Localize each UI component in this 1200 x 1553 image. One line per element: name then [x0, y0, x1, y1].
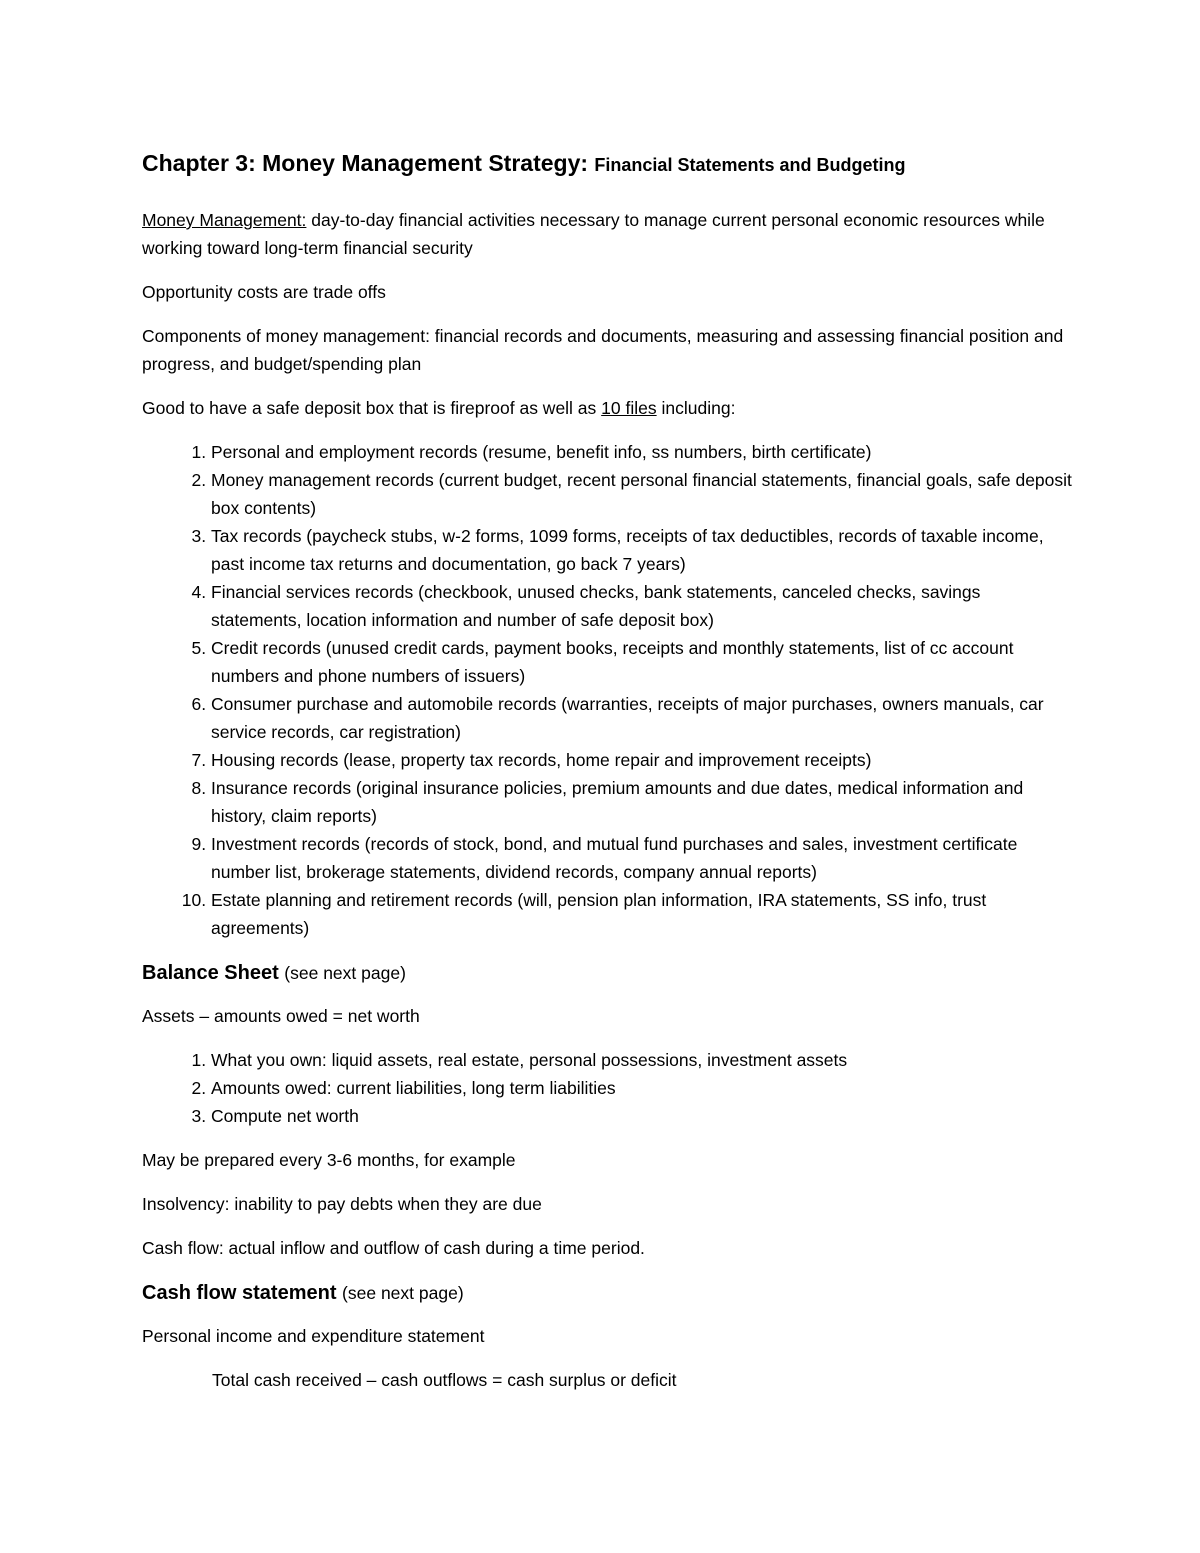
title-main: Chapter 3: Money Management Strategy:	[142, 150, 589, 176]
cash-flow-statement-heading	[142, 1278, 1072, 1308]
balance-sheet-title: Balance Sheet	[142, 962, 279, 984]
cash-flow-statement-note: (see next page)	[342, 1283, 464, 1303]
list-item: 3. Compute net worth	[211, 1102, 1072, 1130]
balance-sheet-formula: Assets – amounts owed = net worth	[142, 1006, 420, 1026]
page-title	[142, 146, 1072, 182]
cash-flow-text: Cash flow: actual inflow and outflow of cash during a time period.	[142, 1238, 645, 1258]
list-item: 10. Estate planning and retirement records (will, pension plan information, IRA statements, SS info, trust agreements)	[211, 886, 1072, 942]
files-list	[142, 438, 1072, 942]
cash-flow-statement-desc: Personal income and expenditure statement	[142, 1326, 485, 1346]
cash-flow-formula: Total cash received – cash outflows = cash surplus or deficit	[212, 1370, 677, 1390]
money-management-definition	[142, 206, 1072, 262]
list-item: 2. Amounts owed: current liabilities, long term liabilities	[211, 1074, 1072, 1102]
list-item: 3. Tax records (paycheck stubs, w-2 forms, 1099 forms, receipts of tax deductibles, records of taxable income, past income tax returns and documentation, go back 7 years)	[211, 522, 1072, 578]
balance-sheet-note: (see next page)	[284, 963, 406, 983]
files-intro-after: including:	[661, 398, 736, 418]
list-item: 2. Money management records (current budget, recent personal financial statements, financial goals, safe deposit box contents)	[211, 466, 1072, 522]
list-item: 1. Personal and employment records (resume, benefit info, ss numbers, birth certificate)	[211, 438, 1072, 466]
list-item: 7. Housing records (lease, property tax records, home repair and improvement receipts)	[211, 746, 1072, 774]
files-intro-underlined: 10 files	[601, 398, 657, 418]
files-intro	[142, 394, 1072, 422]
list-item: 4. Financial services records (checkbook, unused checks, bank statements, canceled checks, savings statements, location information and number of safe deposit box)	[211, 578, 1072, 634]
list-item: 5. Credit records (unused credit cards, payment books, receipts and monthly statements, list of cc account numbers and phone numbers of issuers)	[211, 634, 1072, 690]
frequency-text: May be prepared every 3-6 months, for example	[142, 1150, 516, 1170]
list-item: 6. Consumer purchase and automobile records (warranties, receipts of major purchases, owners manuals, car service records, car registration)	[211, 690, 1072, 746]
document-page	[142, 146, 1072, 1410]
money-management-text: day-to-day financial activities necessary to manage current personal economic resources while working toward long-term financial security	[142, 210, 1045, 258]
balance-sheet-heading	[142, 958, 1072, 988]
title-subtitle: Financial Statements and Budgeting	[594, 155, 906, 175]
list-item: 9. Investment records (records of stock, bond, and mutual fund purchases and sales, investment certificate number list, brokerage statements, dividend records, company annual reports)	[211, 830, 1072, 886]
money-management-term: Money Management:	[142, 210, 307, 230]
list-item: 1. What you own: liquid assets, real estate, personal possessions, investment assets	[211, 1046, 1072, 1074]
cash-flow-statement-title: Cash flow statement	[142, 1282, 337, 1304]
insolvency-text: Insolvency: inability to pay debts when they are due	[142, 1194, 542, 1214]
components-text: Components of money management: financial records and documents, measuring and assessing financial position and progress, and budget/spending plan	[142, 326, 1064, 374]
opportunity-costs-text: Opportunity costs are trade offs	[142, 282, 386, 302]
files-intro-before: Good to have a safe deposit box that is fireproof as well as	[142, 398, 597, 418]
list-item: 8. Insurance records (original insurance policies, premium amounts and due dates, medical information and history, claim reports)	[211, 774, 1072, 830]
balance-sheet-steps	[142, 1046, 1072, 1130]
